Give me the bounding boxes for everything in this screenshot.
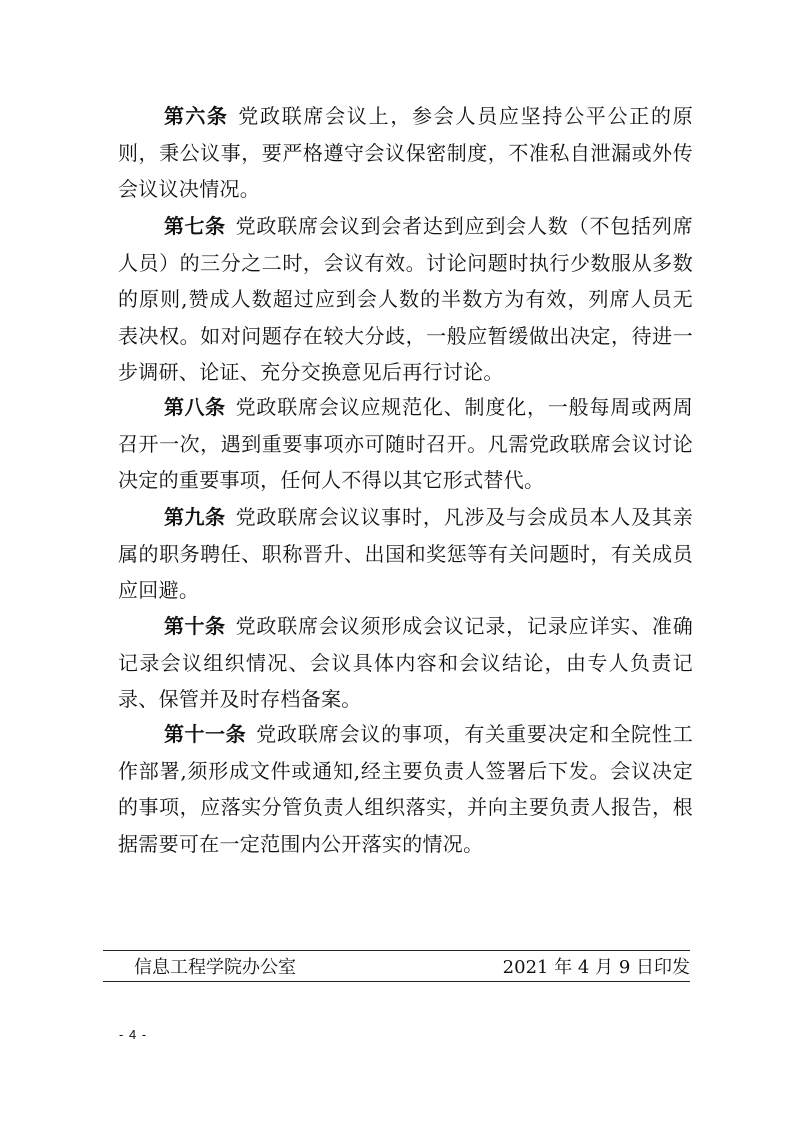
article-6-text: 党政联席会议上，参会人员应坚持公平公正的原则，秉公议事，要严格遵守会议保密制度，不准私自泄漏或外传会议议决情况。	[118, 104, 693, 201]
article-10-text: 党政联席会议须形成会议记录，记录应详实、准确记录会议组织情况、会议具体内容和会议结论，由专人负责记录、保管并及时存档备案。	[118, 614, 694, 711]
article-6	[118, 98, 693, 208]
footer-issue-date: 2021 年 4 月 9 日印发	[502, 957, 690, 978]
article-11-text: 党政联席会议的事项，有关重要决定和全院性工作部署,须形成文件或通知,经主要负责人签署后下发。会议决定的事项，应落实分管负责人组织落实，并向主要负责人报告，根据需要可在一定范围内公开落实的情况。	[118, 722, 693, 856]
article-9-text: 党政联席会议议事时，凡涉及与会成员本人及其亲属的职务聘任、职称晋升、出国和奖惩等有关问题时，有关成员应回避。	[118, 505, 694, 602]
article-8	[118, 389, 693, 499]
article-7-number: 第七条	[164, 214, 226, 238]
article-8-text: 党政联席会议应规范化、制度化，一般每周或两周召开一次，遇到重要事项亦可随时召开。凡需党政联席会议讨论决定的重要事项，任何人不得以其它形式替代。	[118, 395, 694, 492]
article-11-number: 第十一条	[164, 722, 247, 746]
footer-bottom-rule	[103, 981, 690, 982]
article-7	[118, 208, 693, 391]
article-11	[118, 716, 693, 862]
article-8-number: 第八条	[164, 395, 226, 419]
article-10	[118, 608, 693, 718]
article-10-number: 第十条	[164, 614, 226, 638]
article-9	[118, 499, 693, 609]
article-7-text: 党政联席会议到会者达到应到会人数（不包括列席人员）的三分之二时，会议有效。讨论问题时执行少数服从多数的原则,赞成人数超过应到会人数的半数方为有效，列席人员无表决权。如对问题存在较大分歧，一般应暂缓做出决定，待进一步调研、论证、充分交换意见后再行讨论。	[118, 214, 694, 384]
page-number: - 4 -	[119, 1027, 148, 1042]
article-6-number: 第六条	[164, 104, 229, 128]
footer-top-rule	[103, 950, 690, 951]
article-9-number: 第九条	[164, 505, 226, 529]
footer-issuer: 信息工程学院办公室	[134, 957, 296, 978]
